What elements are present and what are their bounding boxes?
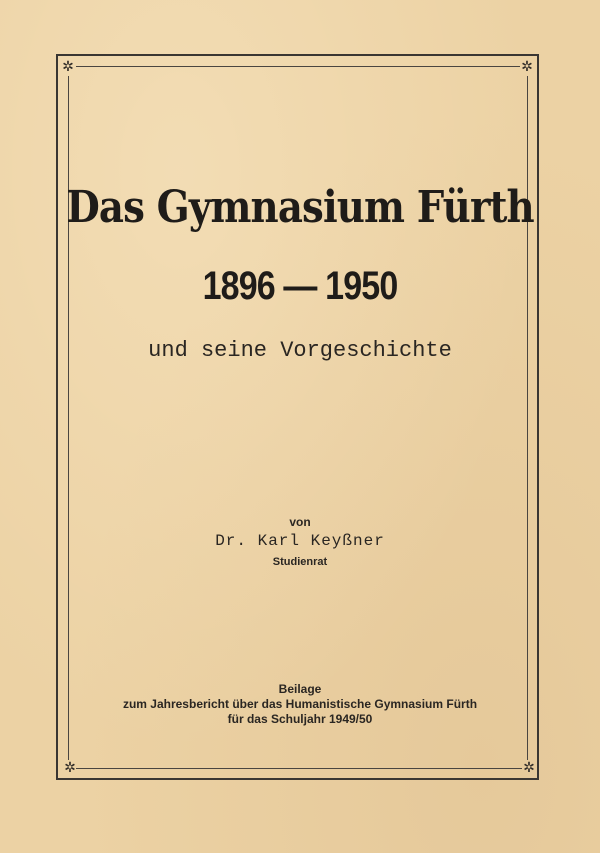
cover-subtitle: und seine Vorgeschichte — [148, 338, 452, 363]
cover-title: Das Gymnasium Fürth — [66, 182, 534, 233]
supplement-line-2: für das Schuljahr 1949/50 — [227, 712, 373, 726]
corner-star-icon: ✲ — [64, 760, 76, 776]
by-label: von — [289, 515, 311, 529]
author-title: Studienrat — [272, 556, 328, 568]
inner-border-top — [76, 66, 520, 67]
author-name: Dr. Karl Keyßner — [215, 532, 385, 550]
corner-star-icon: ✲ — [521, 59, 533, 75]
inner-border-left — [68, 76, 69, 760]
inner-border-bottom — [76, 768, 522, 769]
outer-border-frame — [56, 54, 539, 780]
corner-star-icon: ✲ — [62, 59, 74, 75]
supplement-line-1: zum Jahresbericht über das Humanistische Gymnasium Fürth — [122, 697, 478, 711]
inner-border-right — [527, 76, 528, 760]
corner-star-icon: ✲ — [523, 760, 535, 776]
supplement-label: Beilage — [278, 682, 322, 696]
cover-years: 1896 — 1950 — [202, 264, 398, 308]
